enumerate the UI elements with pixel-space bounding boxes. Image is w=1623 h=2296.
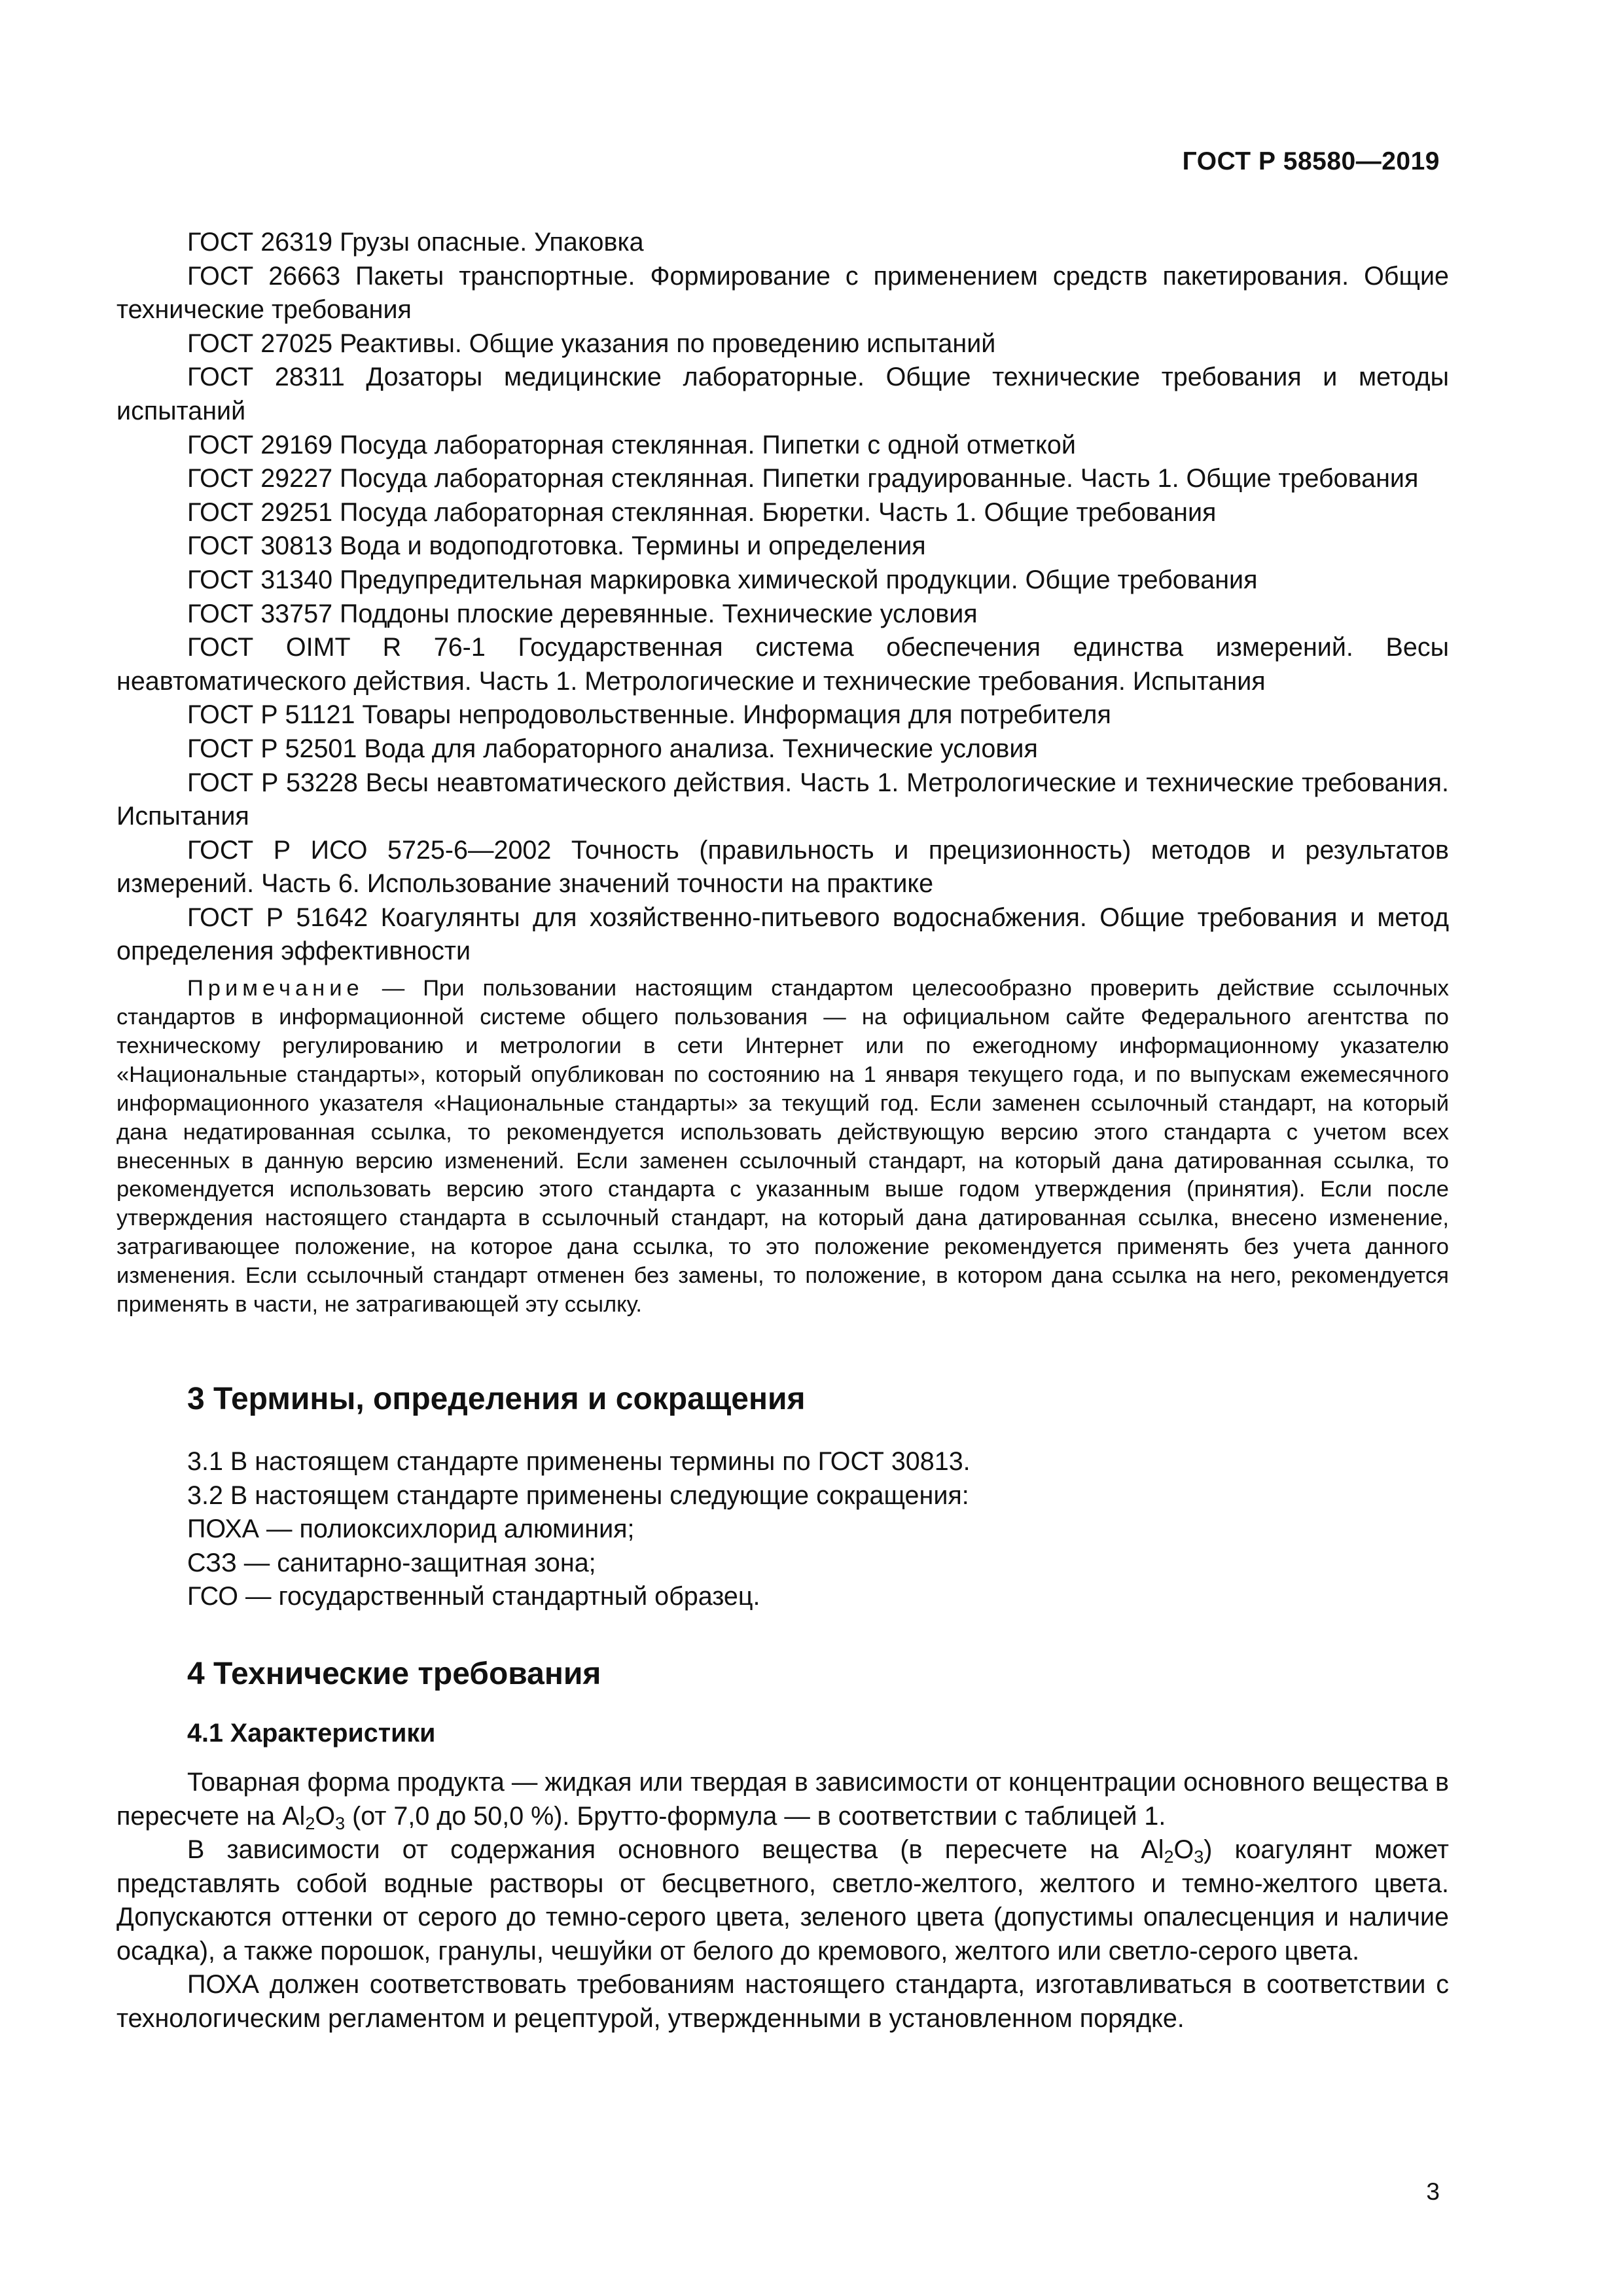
paragraph-compliance: ПОХА должен соответствовать требованиям настоящего стандарта, изготавливаться в соответствии с технологическим регламентом и рецептурой, утвержденными в установленном порядке. (116, 1970, 1449, 2034)
section-3-heading: 3 Термины, определения и сокращения (187, 1381, 806, 1416)
abbreviation-item: СЗЗ — санитарно-защитная зона; (187, 1548, 596, 1577)
alumina-formula: $Al_2O_3$ (1141, 1835, 1204, 1867)
reference-item: ГОСТ 29251 Посуда лабораторная стеклянная. Бюретки. Часть 1. Общие требования (187, 497, 1217, 527)
reference-item: ГОСТ 26319 Грузы опасные. Упаковка (187, 228, 644, 257)
section-4-body (116, 1766, 1449, 2036)
section-4-heading: 4 Технические требования (187, 1656, 601, 1691)
reference-item: ГОСТ OIMT R 76-1 Государственная система обеспечения единства измерений. Весы неавтоматического действия. Часть 1. Метрологические и технические требования. Испытания (116, 633, 1449, 696)
paragraph-appearance: В зависимости от содержания основного вещества (в пересчете на $Al_2O_3$) коагулянт может представлять собой водные растворы от бесцветного, светло-желтого, желтого и темно-желтого цвета. Допускаются оттенки от серого до темно-серого цвета, зеленого цвета (допустимы опалесценция и наличие осадка), а также порошок, гранулы, чешуйки от белого до кремового, желтого или светло-серого цвета. (116, 1835, 1449, 1965)
abbreviation-item: ГСО — государственный стандартный образец. (187, 1582, 760, 1611)
note-label: Примечание (187, 976, 364, 1001)
reference-item: ГОСТ Р 53228 Весы неавтоматического действия. Часть 1. Метрологические и технические требования. Испытания (116, 768, 1449, 831)
reference-item: ГОСТ 26663 Пакеты транспортные. Формирование с применением средств пакетирования. Общие технические требования (116, 261, 1449, 325)
alumina-formula: $Al_2O_3$ (282, 1801, 346, 1833)
reference-item: ГОСТ Р ИСО 5725-6—2002 Точность (правильность и прецизионность) методов и результатов измерений. Часть 6. Использование значений точности на практике (116, 835, 1449, 899)
reference-item: ГОСТ 28311 Дозаторы медицинские лабораторные. Общие технические требования и методы испытаний (116, 363, 1449, 425)
document-code-header: ГОСТ Р 58580—2019 (1182, 147, 1440, 175)
reference-item: ГОСТ Р 52501 Вода для лабораторного анализа. Технические условия (187, 734, 1038, 763)
reference-item: ГОСТ Р 51642 Коагулянты для хозяйственно-питьевого водоснабжения. Общие требования и метод определения эффективности (116, 903, 1449, 966)
section-3-body (116, 1445, 1449, 1614)
reference-item: ГОСТ Р 51121 Товары непродовольственные. Информация для потребителя (187, 700, 1111, 730)
abbreviation-item: ПОХА — полиоксихлорид алюминия; (187, 1515, 635, 1544)
clause-3-1: 3.1 В настоящем стандарте применены термины по ГОСТ 30813. (187, 1446, 971, 1476)
clause-3-2: 3.2 В настоящем стандарте применены следующие сокращения: (187, 1480, 969, 1510)
note-paragraph (116, 975, 1449, 1319)
reference-item: ГОСТ 30813 Вода и водоподготовка. Термины и определения (187, 531, 926, 561)
note-text: — При пользовании настоящим стандартом целесообразно проверить действие ссылочных стандартов в информационной системе общего пользования — на официальном сайте Федерального агентства по техническому регулированию и метрологии в сети Интернет или по ежегодному информационному указателю «Национальные стандарты», который опубликован по состоянию на 1 января текущего года, и по выпускам ежемесячного информационного указателя «Национальные стандарты» за текущий год. Если заменен ссылочный стандарт, на который дана недатированная ссылка, то рекомендуется использовать действующую версию этого стандарта с учетом всех внесенных в данную версию изменений. Если заменен ссылочный стандарт, на который дана датированная ссылка, то рекомендуется использовать версию этого стандарта с указанным выше годом утверждения (принятия). Если после утверждения настоящего стандарта в ссылочный стандарт, на который дана датированная ссылка, внесено изменение, затрагивающее положение, на которое дана ссылка, то это положение рекомендуется применять без учета данного изменения. Если ссылочный стандарт отменен без замены, то положение, в котором дана ссылка на него, рекомендуется применять в части, не затрагивающей эту ссылку. (116, 976, 1449, 1318)
reference-item: ГОСТ 29227 Посуда лабораторная стеклянная. Пипетки градуированные. Часть 1. Общие требования (187, 464, 1419, 493)
reference-item: ГОСТ 27025 Реактивы. Общие указания по проведению испытаний (187, 329, 996, 358)
reference-item: ГОСТ 29169 Посуда лабораторная стеклянная. Пипетки с одной отметкой (187, 430, 1076, 459)
paragraph-product-form: Товарная форма продукта — жидкая или твердая в зависимости от концентрации основного вещества в пересчете на $Al_2O_3$ (от 7,0 до 50,0 %). Брутто-формула — в соответствии с таблицей 1. (116, 1767, 1449, 1833)
page-number: 3 (1426, 2178, 1440, 2205)
normative-references-list (116, 226, 1449, 969)
subsection-4-1-heading: 4.1 Характеристики (187, 1718, 436, 1748)
reference-item: ГОСТ 31340 Предупредительная маркировка химической продукции. Общие требования (187, 565, 1258, 594)
reference-item: ГОСТ 33757 Поддоны плоские деревянные. Технические условия (187, 599, 978, 628)
page-content (116, 226, 1449, 2036)
